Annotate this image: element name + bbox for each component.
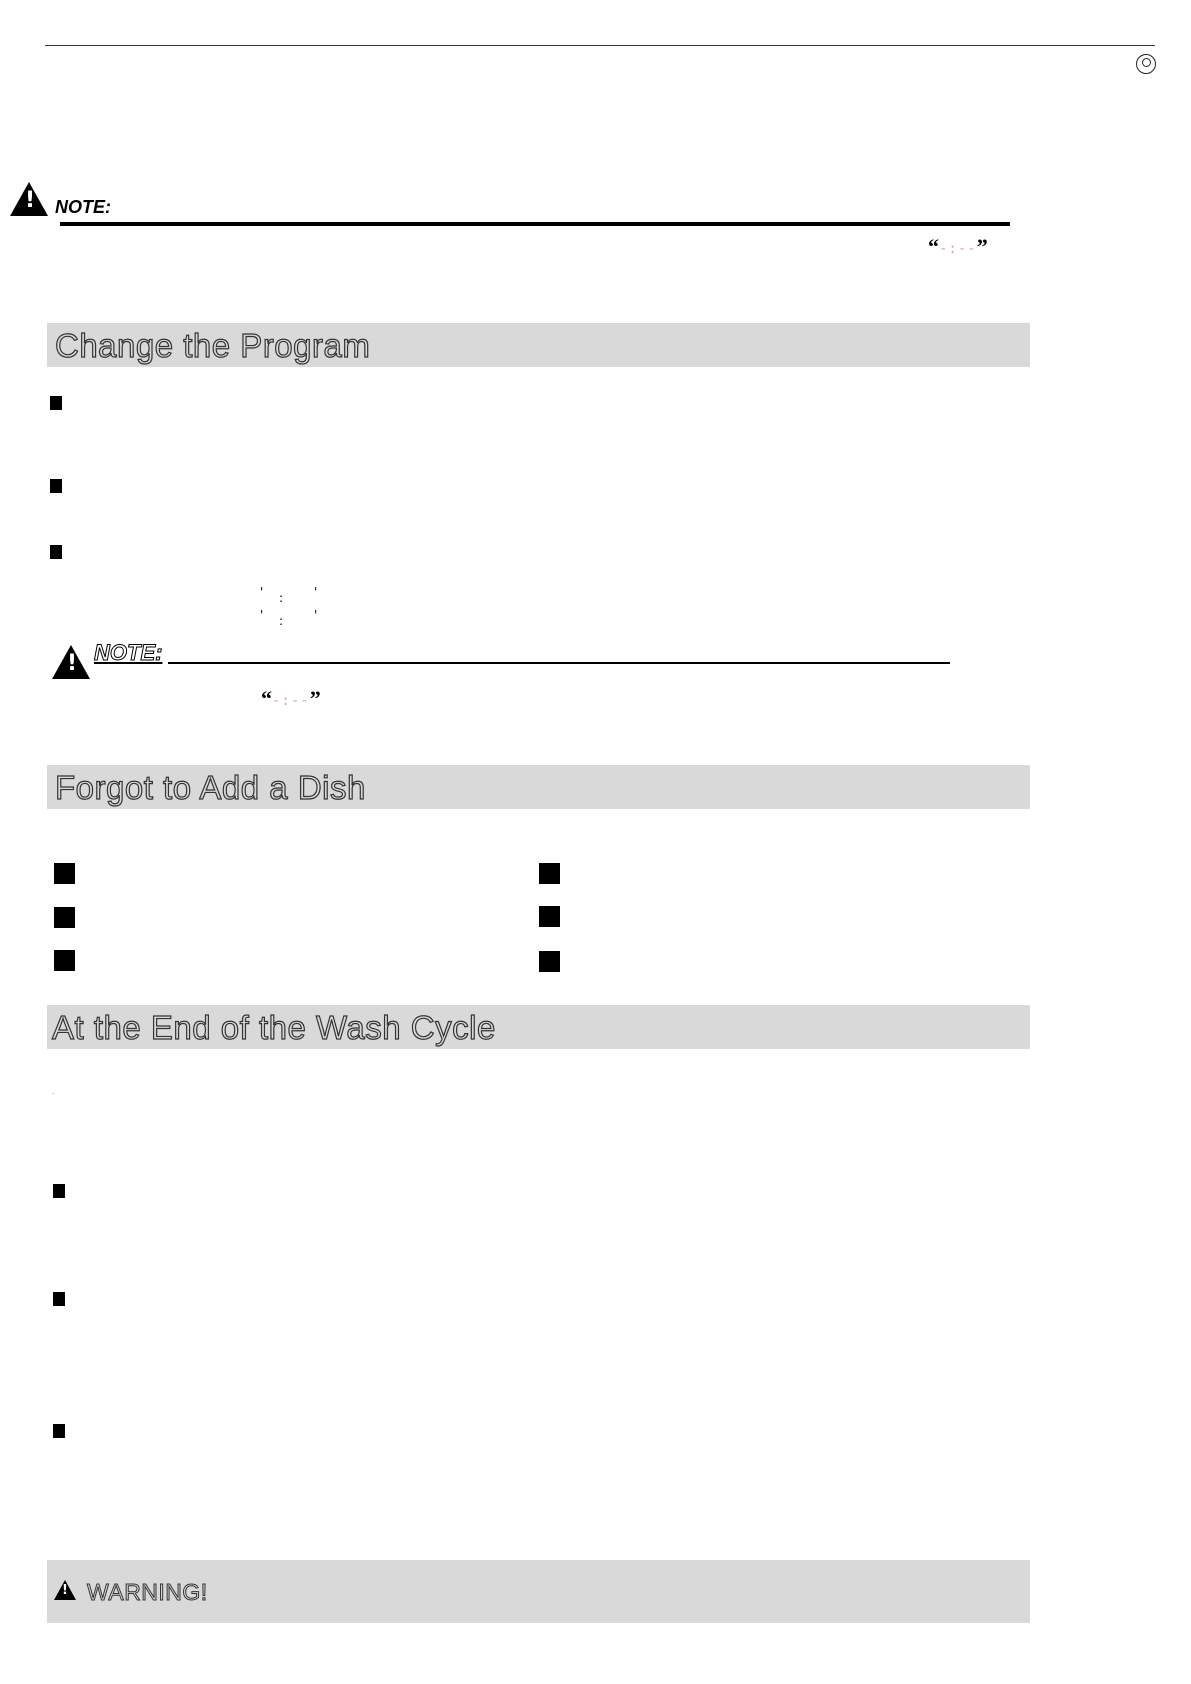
step-marker	[539, 863, 560, 884]
page-number-circle-icon	[1136, 54, 1156, 74]
warning-icon-wrap	[54, 1580, 76, 1600]
bullet	[50, 479, 62, 493]
note-block	[52, 645, 90, 679]
quote-close: ”	[309, 686, 321, 711]
bullet	[53, 1184, 65, 1198]
warning-triangle-icon	[52, 645, 90, 679]
note-label: NOTE:	[55, 197, 111, 217]
note-block	[10, 182, 48, 216]
display-code: -:--	[939, 240, 977, 257]
colon-mark: :	[279, 614, 284, 628]
note-rule	[60, 222, 1010, 226]
section-title: Change the Program	[55, 327, 371, 364]
step-marker	[54, 950, 75, 971]
quote-open: “	[928, 234, 939, 259]
step-marker	[54, 907, 75, 928]
display-code: -:--	[272, 692, 310, 709]
quote-close: ”	[976, 234, 988, 259]
section-header-forgot-dish	[47, 765, 1030, 809]
bullet	[53, 1292, 65, 1306]
display-code-quote	[261, 686, 321, 712]
note-label: NOTE:	[94, 640, 163, 665]
stray-mark: .	[52, 1087, 55, 1096]
tick-mark: '	[314, 608, 318, 622]
display-code-quote	[928, 234, 988, 260]
section-title: At the End of the Wash Cycle	[52, 1009, 496, 1046]
bullet	[50, 545, 62, 559]
bullet	[50, 396, 62, 410]
step-marker	[539, 951, 560, 972]
header-rule	[45, 45, 1155, 46]
tick-mark: '	[260, 608, 264, 622]
tick-mark: '	[260, 585, 264, 599]
bullet	[53, 1424, 65, 1438]
warning-triangle-icon	[10, 182, 48, 216]
section-header-end-of-cycle	[47, 1005, 1030, 1049]
step-marker	[539, 906, 560, 927]
warning-triangle-icon	[54, 1580, 76, 1600]
colon-mark: :	[279, 591, 284, 605]
section-title: Forgot to Add a Dish	[55, 769, 366, 806]
warning-box	[47, 1560, 1030, 1623]
quote-open: “	[261, 686, 272, 711]
tick-mark: '	[314, 585, 318, 599]
step-marker	[54, 863, 75, 884]
section-header-change-program	[47, 323, 1030, 367]
warning-label: WARNING!	[87, 1579, 208, 1605]
note-rule	[168, 662, 950, 664]
